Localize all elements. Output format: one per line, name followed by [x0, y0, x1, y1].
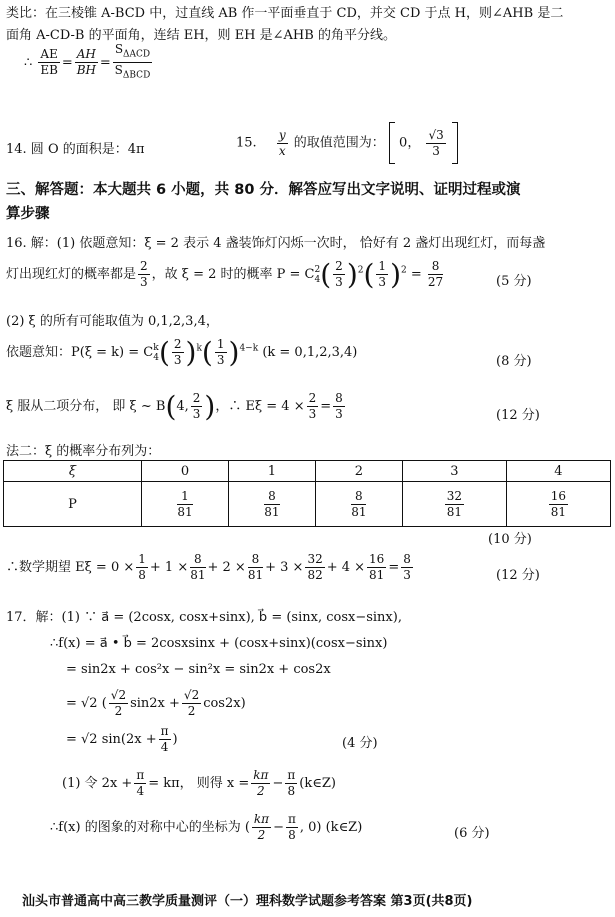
- table-row-label: P: [4, 482, 142, 527]
- q17-score-4: (4 分): [342, 736, 378, 751]
- analogy-line-1: 类比：在三棱锥 A-BCD 中，过直线 AB 作一平面垂直于 CD，并交 CD 于点 H，则∠AHB 是二: [6, 6, 564, 21]
- q16-probability-formula: 依题意知：P(ξ = k) = C k 4 ( $\frac{2}{3}$ )$^k$( $\frac{1}{3}$ )$^{4-k}$ (k = 0,1,2,3,4): [6, 336, 358, 369]
- table-header-cell: ξ: [4, 461, 142, 482]
- q17-score-6: (6 分): [454, 826, 490, 841]
- page-footer: 汕头市普通高中高三教学质量测评（一）理科数学试题参考答案 第3页(共8页): [22, 894, 473, 909]
- section-3-heading-line-1: 三、解答题：本大题共 6 小题，共 80 分．解答应写出文字说明、证明过程或演: [6, 182, 521, 198]
- table-header-cell: 1: [228, 461, 315, 482]
- right-bracket: [452, 122, 458, 164]
- table-row: [4, 482, 611, 527]
- q16-score-5: (5 分): [496, 274, 532, 289]
- table-header-cell: 2: [315, 461, 402, 482]
- table-header-cell: 4: [506, 461, 610, 482]
- q17-line-6: (1) 令 2x + $\frac{\pi}{4}$ = kπ， 则得 x = $\frac{k\pi}{2}$ − $\frac{\pi}{8}$ (k∈Z): [62, 768, 336, 798]
- table-header-cell: 0: [142, 461, 229, 482]
- q15-answer: 15. $\frac{y}{x}$ 的取值范围为： 0， $\frac{√3}{3}$: [236, 122, 458, 164]
- q17-line-2: ∴f(x) = a⃗ • b⃗ = 2cosxsinx + (cosx+sinx)(cosx−sinx): [50, 636, 388, 651]
- q16-score-12: (12 分): [496, 408, 540, 423]
- fraction-area-ratio: $\frac{S_{\Delta ACD}}{S_{\Delta BCD}}$: [114, 42, 151, 81]
- q16-score-10: (10 分): [488, 532, 532, 547]
- q17-line-4: = √2 ( $\frac{√2}{2}$ sin2x + $\frac{√2}{2}$ cos2x): [66, 688, 246, 718]
- left-bracket: [389, 122, 395, 164]
- q17-line-1: 17．解：(1) ∵ a⃗ = (2cosx, cosx+sinx), b⃗ = (sinx, cosx−sinx),: [6, 610, 402, 625]
- analogy-line-2: 面角 A-CD-B 的平面角，连结 EH，则 EH 是∠AHB 的角平分线。: [6, 28, 396, 43]
- table-header-row: [4, 461, 611, 482]
- q16-binomial-line: ξ 服从二项分布， 即 ξ ~ B(4, $\frac{2}{3}$ )，∴ Eξ = 4 × $\frac{2}{3}$ = $\frac{8}{3}$: [6, 390, 343, 423]
- fraction-ae-eb: $\frac{AE}{EB}$: [40, 47, 58, 78]
- q16-expectation-line: ∴数学期望 Eξ = 0 × $\frac{1}{8}$ + 1 × $\frac{8}{81}$ + 2 × $\frac{8}{81}$ + 3 × $\frac{32}{82}$ + 4 × $\frac{16}{81}$ = $\frac{8}{3}$: [6, 552, 411, 582]
- q17-line-3: = sin2x + cos²x − sin²x = sin2x + cos2x: [66, 662, 331, 677]
- probability-distribution-table: [3, 460, 611, 527]
- q16-score-12b: (12 分): [496, 568, 540, 583]
- q16-score-8: (8 分): [496, 354, 532, 369]
- q16-part1-line-1: 16. 解：(1) 依题意知：ξ = 2 表示 4 盏装饰灯闪烁一次时， 恰好有 2 盏灯出现红灯，而每盏: [6, 236, 546, 251]
- table-cell: $\frac{8}{81}$: [228, 482, 315, 527]
- q17-line-5: = √2 sin(2x + $\frac{\pi}{4}$ ): [66, 724, 178, 754]
- table-header-cell: 3: [402, 461, 506, 482]
- area-ratio-formula: ∴ $\frac{AE}{EB}$ = $\frac{AH}{BH}$ = $\frac{S_{\Delta ACD}}{S_{\Delta BCD}}$: [24, 42, 154, 84]
- table-cell: $\frac{8}{81}$: [315, 482, 402, 527]
- fraction-ah-bh: $\frac{AH}{BH}$: [76, 47, 96, 78]
- table-cell: $\frac{16}{81}$: [506, 482, 610, 527]
- therefore-symbol: ∴: [24, 55, 33, 71]
- q16-part2-line: (2) ξ 的所有可能取值为 0,1,2,3,4，: [6, 314, 219, 329]
- table-cell: $\frac{32}{81}$: [402, 482, 506, 527]
- section-3-heading-line-2: 算步骤: [6, 206, 50, 222]
- q16-method-2: 法二：ξ 的概率分布列为：: [6, 444, 161, 459]
- q17-line-7: ∴f(x) 的图象的对称中心的坐标为 ( $\frac{k\pi}{2}$ − $\frac{\pi}{8}$ , 0) (k∈Z): [50, 812, 363, 842]
- q14-answer: 14. 圆 O 的面积是：4π: [6, 142, 145, 157]
- table-cell: $\frac{1}{81}$: [142, 482, 229, 527]
- q16-part1-line-2: 灯出现红灯的概率都是 $\frac{2}{3}$ ，故 ξ = 2 时的概率 P = C 2 4 ( $\frac{2}{3}$ )$^2$( $\frac{1}{3}$ )$^2$ = $\frac{8}{27}$: [6, 258, 444, 291]
